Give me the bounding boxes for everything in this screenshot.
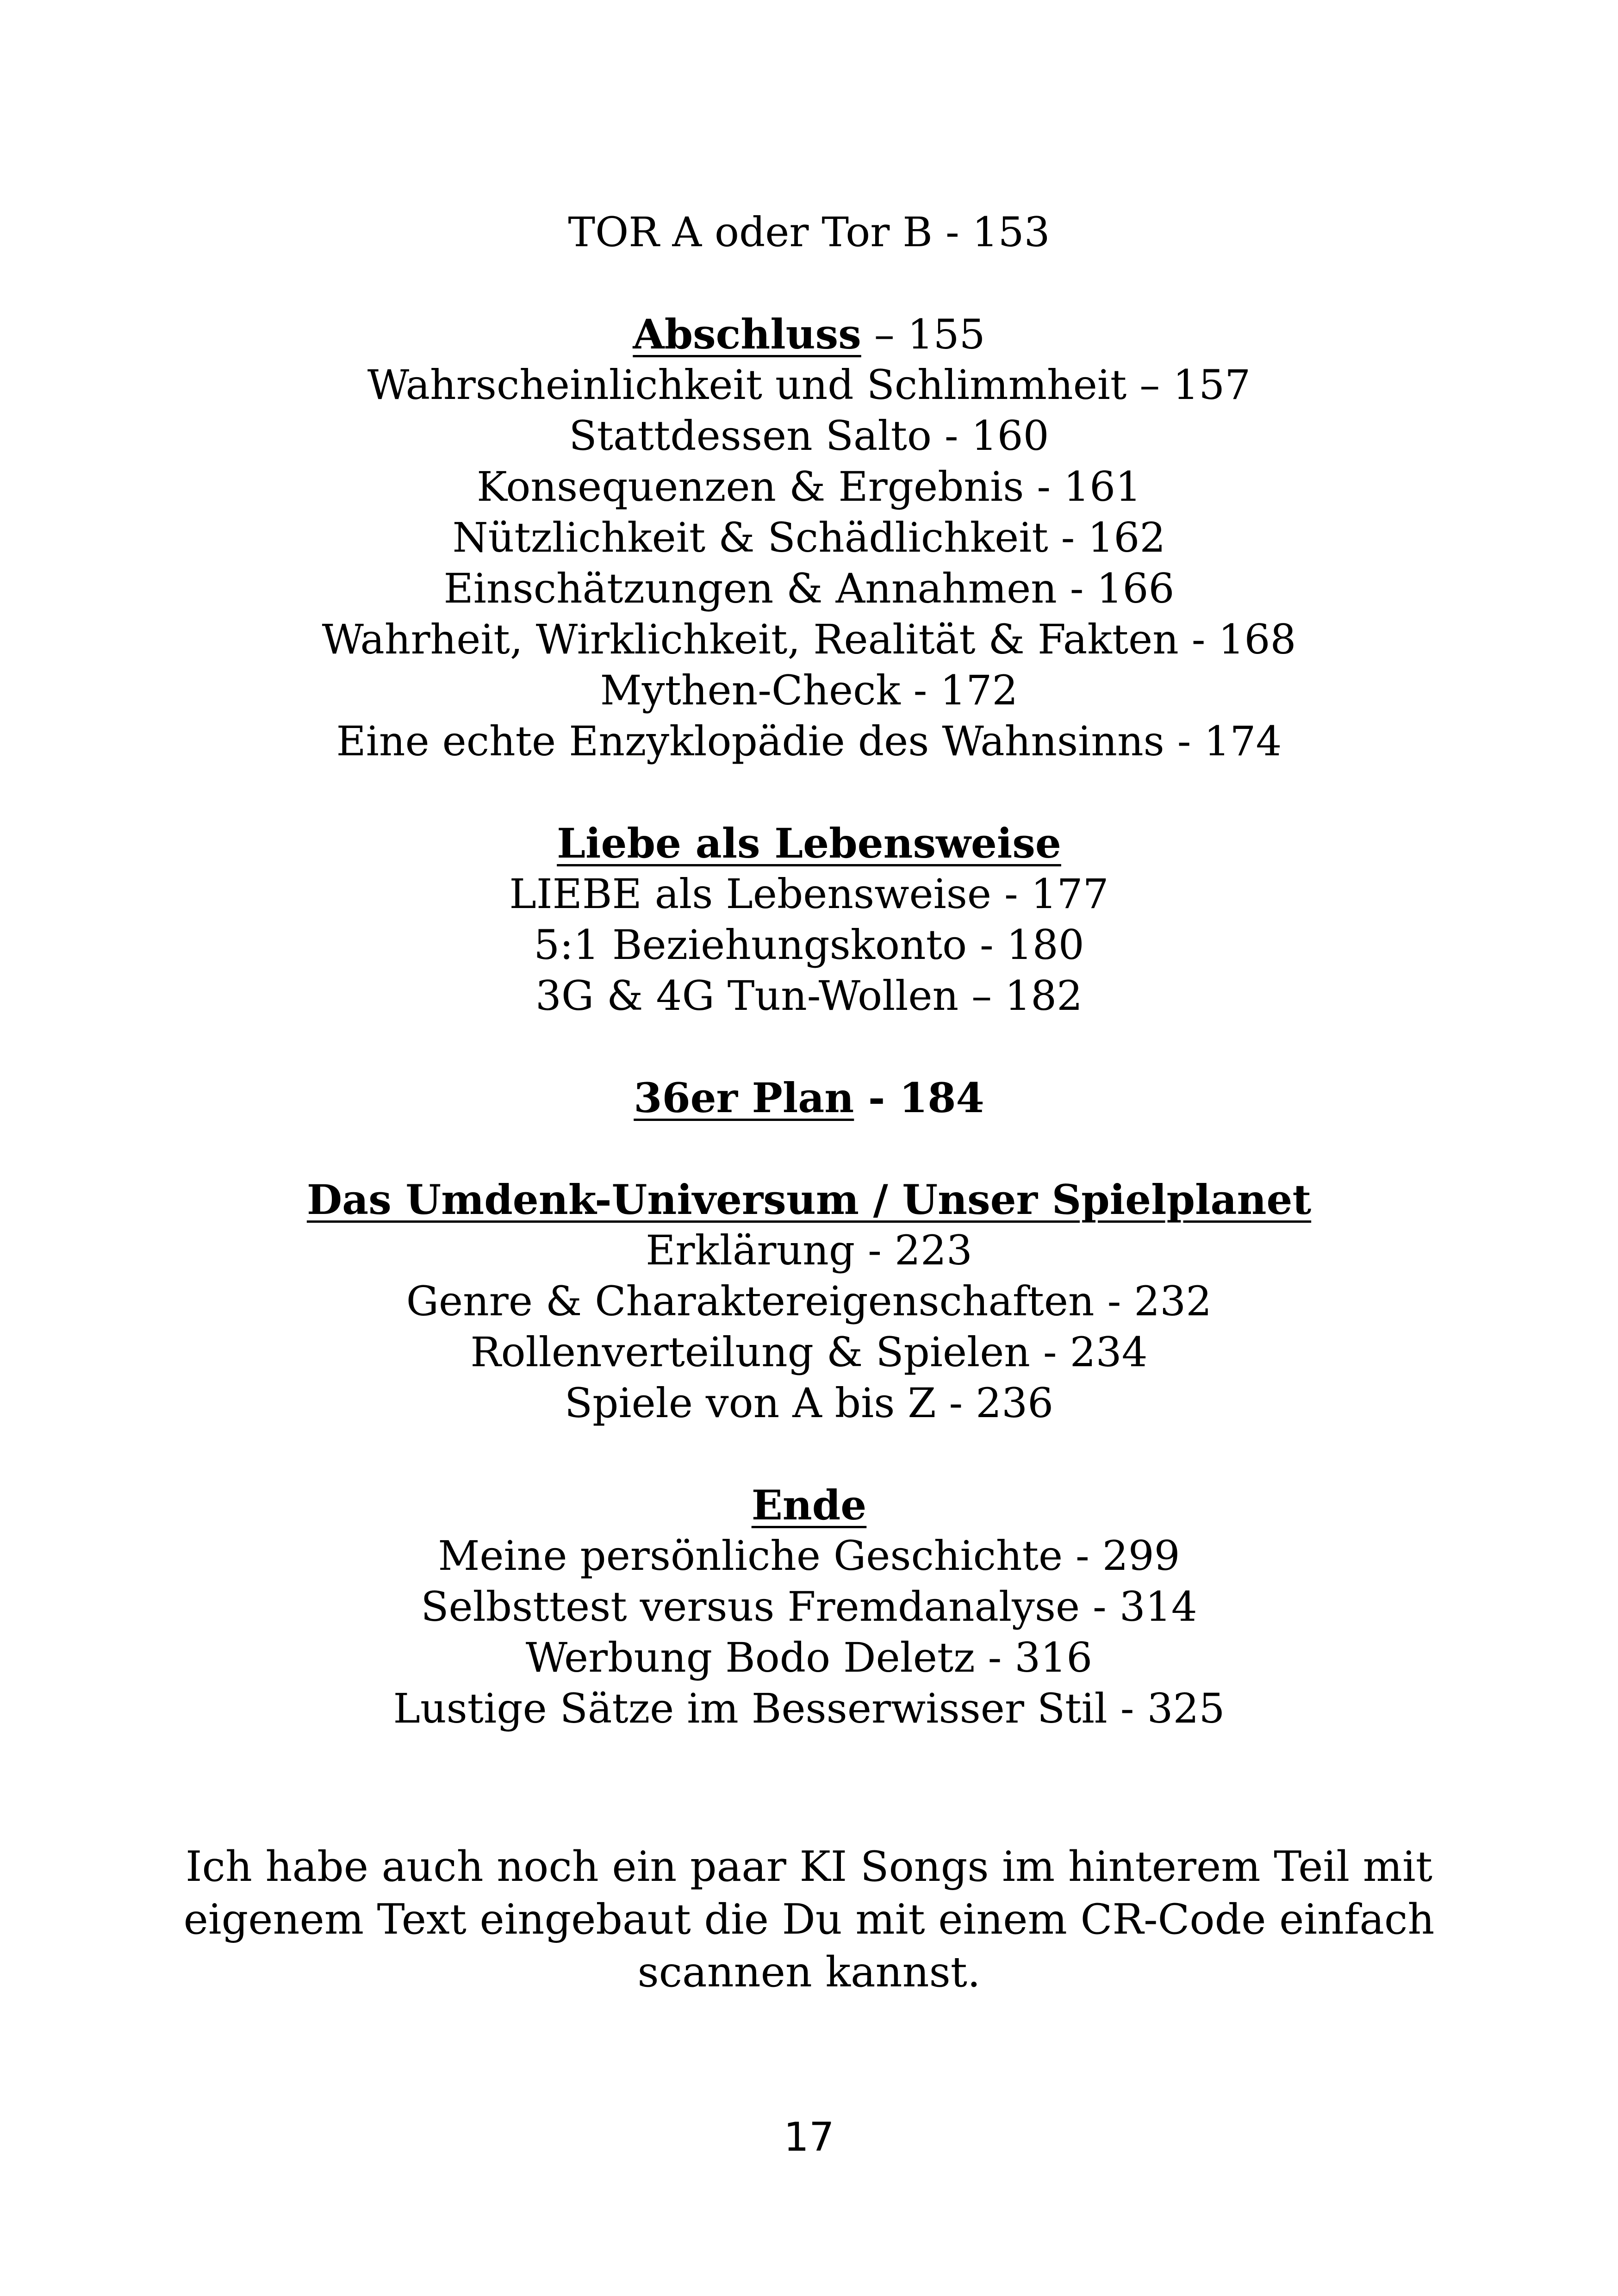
toc-entry: Wahrheit, Wirklichkeit, Realität & Fakten - 168: [322, 616, 1296, 663]
toc-entry: Lustige Sätze im Besserwisser Stil - 325: [393, 1685, 1225, 1732]
section-heading-liebe: [0, 818, 1618, 869]
toc-entry: Meine persönliche Geschichte - 299: [438, 1532, 1180, 1580]
note-line: eigenem Text eingebaut die Du mit einem CR-Code einfach: [183, 1895, 1435, 1944]
toc-entry: Stattdessen Salto - 160: [569, 412, 1049, 460]
heading-text: Abschluss: [633, 310, 861, 358]
section-heading-ende: [0, 1480, 1618, 1531]
toc-entry: Genre & Charaktereigenschaften - 232: [406, 1277, 1212, 1325]
note-line: scannen kannst.: [637, 1948, 981, 1997]
toc-entry: Mythen-Check - 172: [600, 666, 1018, 714]
closing-note: [0, 1841, 1618, 1999]
section-heading-plan: [0, 1072, 1618, 1124]
heading-text: 36er Plan: [634, 1074, 854, 1122]
toc-entry: Wahrscheinlichkeit und Schlimmheit – 157: [367, 361, 1251, 409]
toc-entry: Erklärung - 223: [646, 1226, 972, 1274]
note-line: Ich habe auch noch ein paar KI Songs im hinterem Teil mit: [185, 1842, 1433, 1891]
heading-text: Ende: [751, 1481, 867, 1529]
toc-entry: Spiele von A bis Z - 236: [564, 1379, 1054, 1427]
page-number: 17: [784, 2114, 834, 2160]
heading-page: - 184: [854, 1074, 984, 1122]
heading-page: – 155: [861, 311, 985, 358]
toc-entry: Eine echte Enzyklopädie des Wahnsinns - 174: [336, 717, 1282, 765]
heading-text: Das Umdenk-Universum / Unser Spielplanet: [306, 1176, 1312, 1224]
section-heading-abschluss: [0, 309, 1618, 360]
heading-text: Liebe als Lebensweise: [557, 819, 1061, 867]
section-heading-universum: [0, 1174, 1618, 1226]
toc-entry: Selbsttest versus Fremdanalyse - 314: [421, 1583, 1197, 1630]
toc-entry: Werbung Bodo Deletz - 316: [525, 1634, 1093, 1681]
toc-entry: Rollenverteilung & Spielen - 234: [470, 1328, 1148, 1376]
toc-entry: Einschätzungen & Annahmen - 166: [443, 565, 1175, 612]
toc-entry: Nützlichkeit & Schädlichkeit - 162: [452, 514, 1166, 561]
toc-entry: LIEBE als Lebensweise - 177: [509, 870, 1109, 918]
toc-entry: Konsequenzen & Ergebnis - 161: [476, 463, 1142, 510]
toc-entry: 3G & 4G Tun-Wollen – 182: [535, 972, 1083, 1020]
toc-entry: 5:1 Beziehungskonto - 180: [534, 921, 1084, 969]
toc-entry-tor: TOR A oder Tor B - 153: [568, 208, 1050, 256]
